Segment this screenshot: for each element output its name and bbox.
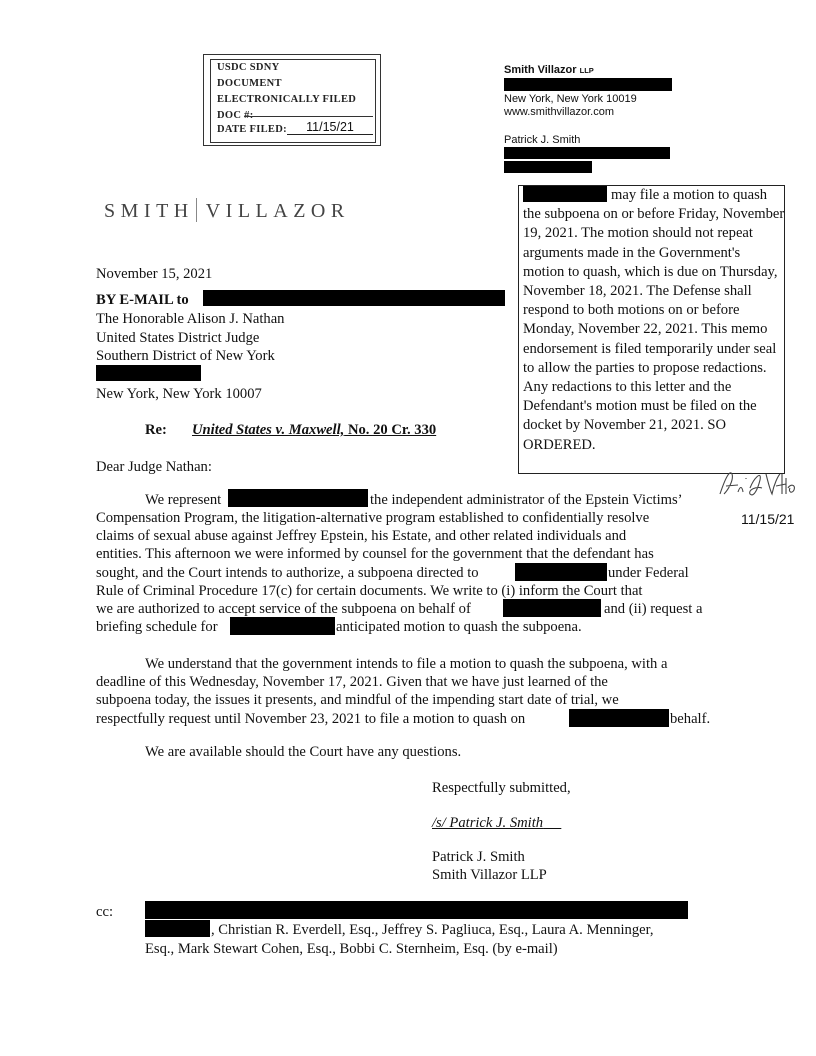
cc-label: cc: bbox=[96, 904, 114, 920]
re-label: Re: bbox=[145, 422, 167, 438]
cc-line3: Esq., Mark Stewart Cohen, Esq., Bobbi C. Sternheim, Esq. (by e-mail) bbox=[145, 941, 558, 957]
redaction-block bbox=[504, 161, 592, 173]
stamp-electronically-filed: ELECTRONICALLY FILED bbox=[217, 94, 357, 105]
salutation: Dear Judge Nathan: bbox=[96, 459, 212, 475]
firm-logo bbox=[104, 198, 350, 223]
signer-firm: Smith Villazor LLP bbox=[432, 867, 547, 883]
redaction-block bbox=[515, 563, 607, 581]
cc-line2: , Christian R. Everdell, Esq., Jeffrey S. Pagliuca, Esq., Laura A. Menninger, bbox=[211, 922, 654, 938]
redaction-block bbox=[96, 365, 201, 381]
p2-line4-b: behalf. bbox=[670, 711, 711, 727]
p2-line2: deadline of this Wednesday, November 17, 2021. Given that we have just learned of the bbox=[96, 674, 608, 690]
case-number: No. 20 Cr. 330 bbox=[344, 422, 437, 438]
logo-right-word: VILLAZOR bbox=[205, 200, 350, 222]
case-name: United States v. Maxwell, bbox=[192, 422, 345, 438]
p1-line6: Rule of Criminal Procedure 17(c) for certain documents. We write to (i) inform the Court that bbox=[96, 583, 643, 599]
addressee-title: United States District Judge bbox=[96, 330, 260, 346]
addressee-court: Southern District of New York bbox=[96, 348, 275, 364]
letter-date: November 15, 2021 bbox=[96, 266, 213, 282]
p1-line7-a: we are authorized to accept service of the subpoena on behalf of bbox=[96, 601, 471, 617]
stamp-court: USDC SDNY bbox=[217, 62, 280, 73]
p1-line1-a: We represent bbox=[145, 492, 222, 508]
letterhead-website: www.smithvillazor.com bbox=[504, 106, 615, 118]
redaction-block bbox=[503, 599, 601, 617]
stamp-document: DOCUMENT bbox=[217, 78, 282, 89]
redaction-block bbox=[230, 617, 335, 635]
p1-line8-a: briefing schedule for bbox=[96, 619, 218, 635]
letterhead-attorney: Patrick J. Smith bbox=[504, 134, 581, 146]
redaction-block bbox=[145, 901, 688, 919]
endorsement-first-line: may file a motion to quash bbox=[611, 187, 768, 203]
endorsement-body: the subpoena on or before Friday, November 19, 2021. The motion should not repeat arguments made in the Government's motion to quash, which is due on Thursday, November 18, 2021. The Defense shall respond to both motions on or before Monday, November 22, 2021. This memo endorsement is filed temporarily under seal to allow the parties to propose redactions. Any redactions to this letter and the Defendant's motion must be filed on the docket by November 21, 2021. SO ORDERED. bbox=[523, 206, 785, 453]
redaction-block bbox=[504, 78, 672, 91]
p1-line3: claims of sexual abuse against Jeffrey Epstein, his Estate, and other related individuals and bbox=[96, 528, 627, 544]
electronic-signature: /s/ Patrick J. Smith bbox=[432, 815, 544, 831]
stamp-doc-number-line bbox=[244, 116, 373, 117]
redaction-block bbox=[203, 290, 505, 306]
stamp-date-filed-label: DATE FILED: bbox=[217, 124, 287, 135]
letterhead-city: New York, New York 10019 bbox=[504, 93, 637, 105]
signer-name: Patrick J. Smith bbox=[432, 849, 525, 865]
endorsement-date: 11/15/21 bbox=[741, 511, 795, 527]
redaction-block bbox=[504, 147, 670, 159]
addressee-name: The Honorable Alison J. Nathan bbox=[96, 311, 285, 327]
memo-endorsement-text bbox=[523, 186, 785, 455]
p2-line4-a: respectfully request until November 23, 2021 to file a motion to quash on bbox=[96, 711, 526, 727]
p3: We are available should the Court have any questions. bbox=[145, 744, 462, 760]
p1-line1-b: the independent administrator of the Epstein Victims’ bbox=[370, 492, 683, 508]
p1-line4: entities. This afternoon we were informed by counsel for the government that the defendant has bbox=[96, 546, 654, 562]
p1-line8-b: anticipated motion to quash the subpoena. bbox=[336, 619, 582, 635]
redaction-block bbox=[569, 709, 669, 727]
p1-line7-b: and (ii) request a bbox=[604, 601, 703, 617]
p2-line3: subpoena today, the issues it presents, and mindful of the impending start date of trial, we bbox=[96, 692, 619, 708]
stamp-date-filed: 11/15/21 bbox=[287, 120, 373, 135]
p1-line5-b: under Federal bbox=[608, 565, 689, 581]
re-line bbox=[192, 421, 436, 440]
by-email-line: BY E-MAIL to bbox=[96, 292, 189, 308]
redaction-block bbox=[145, 920, 210, 937]
logo-divider bbox=[196, 198, 197, 222]
redaction-block bbox=[228, 489, 368, 507]
p1-line5-a: sought, and the Court intends to authorize, a subpoena directed to bbox=[96, 565, 479, 581]
closing: Respectfully submitted, bbox=[432, 780, 571, 796]
letterhead-firm-name: Smith Villazor LLP bbox=[504, 64, 594, 76]
p2-line1: We understand that the government intends to file a motion to quash the subpoena, with a bbox=[145, 656, 668, 672]
addressee-city: New York, New York 10007 bbox=[96, 386, 262, 402]
logo-left-word: SMITH bbox=[104, 200, 194, 222]
p1-line2: Compensation Program, the litigation-alternative program established to confidentially resolve bbox=[96, 510, 650, 526]
judge-signature-icon bbox=[716, 464, 801, 504]
stamp-doc-number-label: DOC #: bbox=[217, 110, 254, 121]
